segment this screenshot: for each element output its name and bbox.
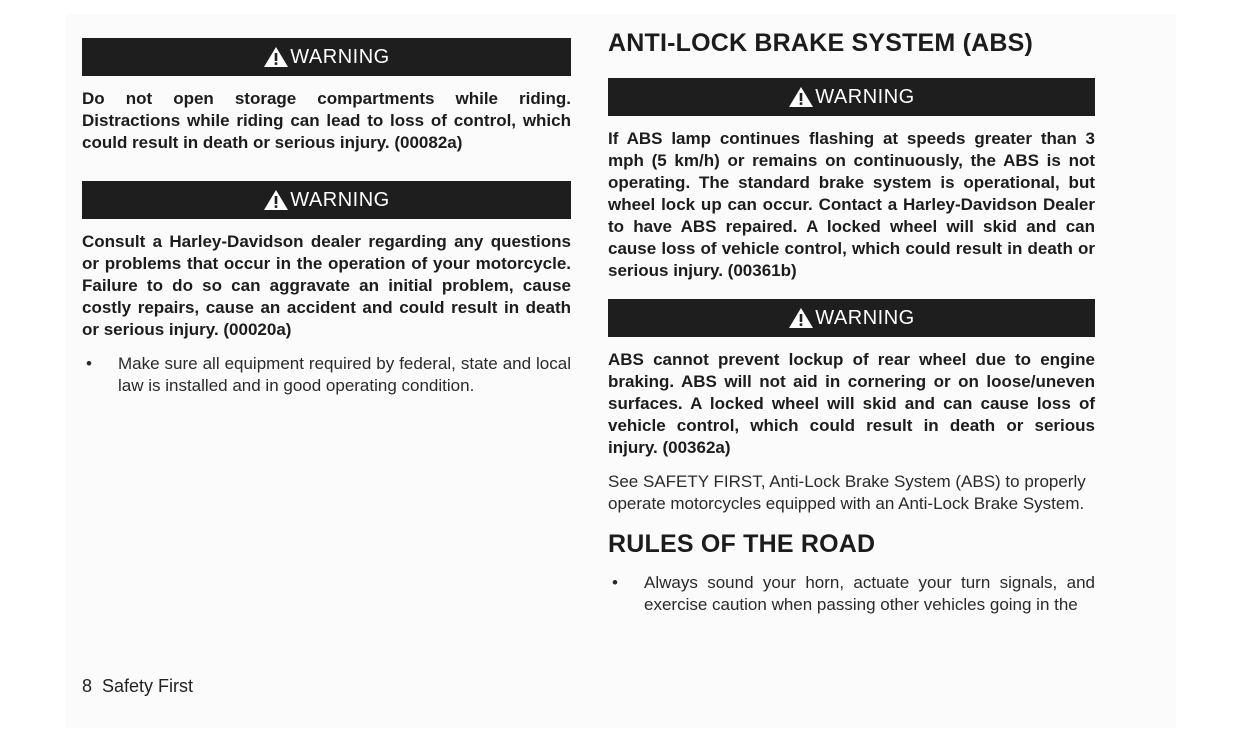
right-column [608,28,1095,616]
warning-banner [608,299,1095,337]
left-column [82,38,571,397]
warning-banner [82,181,571,219]
warning-label: WARNING [290,45,390,68]
warning-text: Do not open storage compartments while riding. Distractions while riding can lead to loss of control, which could result in death or serious injury. (00082a) [82,89,571,152]
page-footer [82,676,193,697]
bullet-marker: • [612,573,618,592]
warning-banner [82,38,571,76]
list-item-text: Make sure all equipment required by federal, state and local law is installed and in good operating condition. [118,354,571,395]
warning-triangle-icon [263,189,289,211]
section-title-rules: RULES OF THE ROAD [608,530,876,558]
warning-triangle-icon [263,46,289,68]
warning-label: WARNING [290,188,390,211]
footer-section-title: Safety First [102,676,194,696]
page-number: 8 [82,676,93,696]
warning-text: If ABS lamp continues flashing at speeds greater than 3 mph (5 km/h) or remains on continuously, the ABS is not operating. The standard brake system is operational, but wheel lock up can occur. Contact a Harley-Davidson Dealer to have ABS repaired. A locked wheel will skid and can cause loss of vehicle control, which could result in death or serious injury. (00361b) [608,129,1095,280]
list-item [608,572,1095,616]
bullet-marker: • [86,354,92,373]
list-item [82,353,571,397]
warning-label: WARNING [815,85,915,108]
warning-triangle-icon [788,307,814,329]
warning-label: WARNING [815,306,915,329]
warning-text: ABS cannot prevent lockup of rear wheel due to engine braking. ABS will not aid in cornering or on loose/uneven surfaces. A locked wheel will skid and can cause loss of vehicle control, which could result in death or serious injury. (00362a) [608,350,1095,457]
warning-text: Consult a Harley-Davidson dealer regarding any questions or problems that occur in the operation of your motorcycle. Failure to do so can aggravate an initial problem, cause costly repairs, cause an accident and could result in death or serious injury. (00020a) [82,232,571,339]
list-item-text: Always sound your horn, actuate your turn signals, and exercise caution when passing other vehicles going in the [644,573,1095,614]
abs-reference-note: See SAFETY FIRST, Anti-Lock Brake System (ABS) to properly operate motorcycles equipped with an Anti-Lock Brake System. [608,472,1086,513]
warning-banner [608,78,1095,116]
warning-triangle-icon [788,86,814,108]
section-title-abs: ANTI-LOCK BRAKE SYSTEM (ABS) [608,29,1034,57]
